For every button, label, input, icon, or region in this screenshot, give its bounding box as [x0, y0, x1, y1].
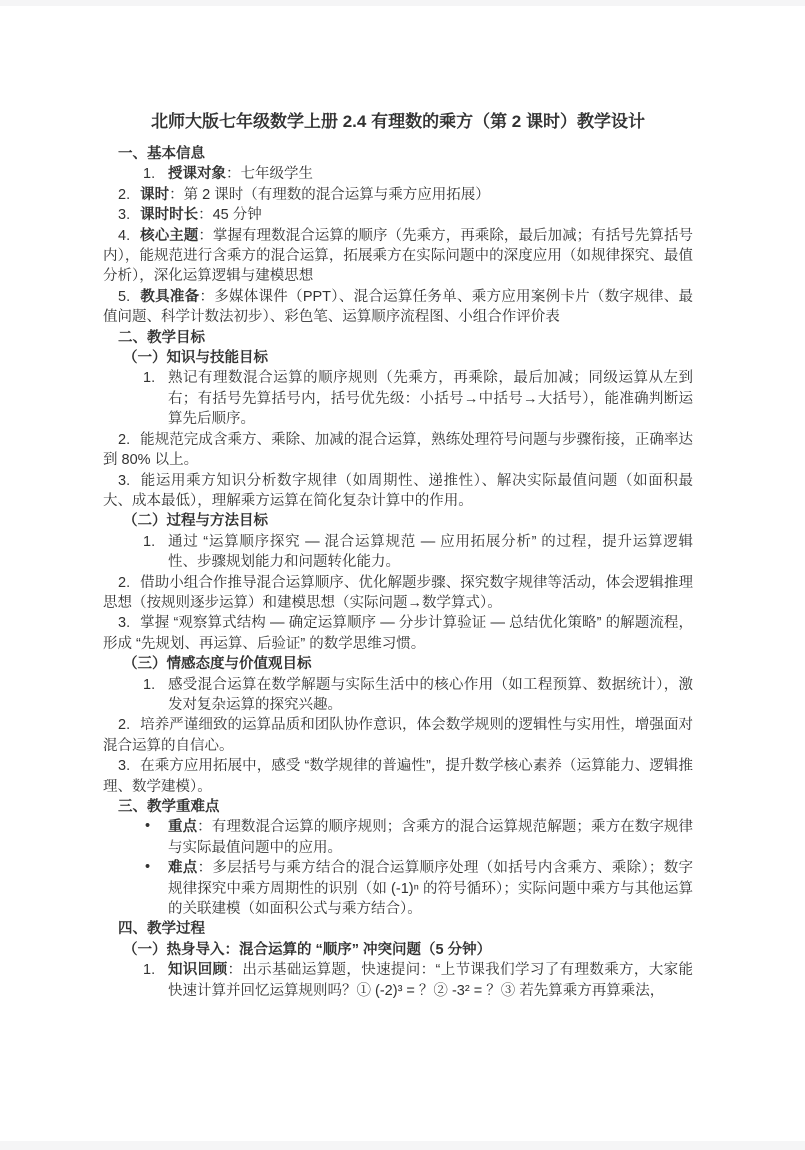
block-text: ：七年级学生 — [226, 166, 313, 183]
paragraph-value-3 — [103, 756, 693, 797]
list-marker: 1. — [143, 370, 156, 387]
section-heading-teaching-goals: 二、教学目标 — [118, 329, 205, 346]
block-text: 培养严谨细致的运算品质和团队协作意识，体会数学规则的逻辑性与实用性，增强面对混合运算的自信心。 — [103, 717, 693, 754]
block-text: 感受混合运算在数学解题与实际生活中的核心作用（如工程预算、数据统计），激发对复杂运算的探究兴趣。 — [168, 676, 693, 713]
term-label: 课时 — [140, 186, 170, 203]
term-label: 教具准备 — [140, 288, 200, 305]
paragraph-value-2 — [103, 715, 693, 756]
list-item-goal-1 — [143, 368, 693, 429]
block-text: ：第 2 课时（有理数的混合运算与乘方应用拓展） — [169, 186, 490, 203]
list-marker: 2. — [118, 717, 131, 734]
bullet-icon: • — [145, 818, 151, 835]
bullet-icon: • — [145, 859, 151, 876]
block-text: ：掌握有理数混合运算的顺序（先乘方，再乘除，最后加减；有括号先算括号内），能规范进行含乘方的混合运算，拓展乘方在实际问题中的深度应用（如规律探究、最值分析），深化运算逻辑与建模思想 — [103, 227, 694, 285]
list-item-knowledge-review — [143, 960, 694, 1001]
block-text: ：有理数混合运算的顺序规则；含乘方的混合运算规范解题；乘方在数字规律与实际最值问题中的应用。 — [168, 819, 693, 856]
paragraph-teaching-aids — [103, 287, 693, 328]
list-marker: 1. — [143, 533, 156, 550]
subsection-heading-knowledge-skills: （一）知识与技能目标 — [123, 350, 268, 367]
term-label: 重点 — [168, 819, 198, 836]
list-marker: 3. — [118, 207, 131, 224]
list-marker: 5. — [118, 288, 131, 305]
block-text: 熟记有理数混合运算的顺序规则（先乘方，再乘除，最后加减；同级运算从左到右；有括号先算括号内，括号优先级：小括号→中括号→大括号），能准确判断运算先后顺序。 — [168, 370, 693, 428]
paragraph-goal-2 — [103, 430, 693, 471]
list-marker: 3. — [118, 615, 131, 632]
paragraph-method-3 — [103, 613, 693, 654]
block-text: 能规范完成含乘方、乘除、加减的混合运算，熟练处理符号问题与步骤衔接，正确率达到 80% 以上。 — [103, 431, 693, 469]
term-label: 知识回顾 — [168, 962, 228, 979]
paragraph-lesson-duration — [103, 205, 693, 225]
doc-title: 北师大版七年级数学上册 2.4 有理数的乘方（第 2 课时）教学设计 — [151, 112, 645, 131]
block-text: 能运用乘方知识分析数字规律（如周期性、递推性）、解决实际最值问题（如面积最大、成本最低），理解乘方运算在简化复杂计算中的作用。 — [103, 472, 693, 509]
subsection-heading-affective-values: （三）情感态度与价值观目标 — [123, 656, 312, 673]
list-marker: 1. — [143, 676, 156, 693]
term-label: 课时时长 — [140, 207, 199, 224]
list-marker: 2. — [118, 431, 131, 448]
subsection-heading-warmup-intro: （一）热身导入：混合运算的 “顺序” 冲突问题（5 分钟） — [123, 941, 492, 958]
list-marker: 3. — [118, 758, 131, 775]
block-text: 借助小组合作推导混合运算顺序、优化解题步骤、探究数字规律等活动，体会逻辑推理思想（按规则逐步运算）和建模思想（实际问题→数学算式）。 — [103, 574, 693, 611]
document-page — [0, 6, 805, 1141]
term-label: 核心主题 — [140, 227, 199, 244]
list-marker: 3. — [118, 472, 131, 489]
list-marker: 2. — [118, 574, 131, 591]
term-label: 难点 — [168, 860, 198, 877]
paragraph-goal-3 — [103, 471, 693, 512]
section-heading-basic-info: 一、基本信息 — [118, 146, 205, 162]
section-heading-teaching-process: 四、教学过程 — [118, 921, 205, 938]
block-text: ：多层括号与乘方结合的混合运算顺序处理（如括号内含乘方、乘除）；数字规律探究中乘方周期性的识别（如 (-1)ⁿ 的符号循环）；实际问题中乘方与其他运算的关联建模（如面积公式与乘方结合）。 — [168, 860, 694, 918]
list-marker: 1. — [143, 166, 156, 183]
block-text: ：多媒体课件（PPT）、混合运算任务单、乘方应用案例卡片（数字规律、最值问题、科学计数法初步）、彩色笔、运算顺序流程图、小组合作评价表 — [103, 288, 694, 326]
bullet-item-key-point — [145, 817, 693, 858]
paragraph-lesson-number — [103, 185, 693, 205]
block-text: 通过 “运算顺序探究 — 混合运算规范 — 应用拓展分析” 的过程，提升运算逻辑性、步骤规划能力和问题转化能力。 — [168, 533, 693, 571]
list-marker: 1. — [143, 962, 156, 979]
term-label: 授课对象 — [168, 166, 226, 183]
list-item-value-1 — [143, 675, 693, 716]
paragraph-method-2 — [103, 573, 693, 614]
block-text: ：45 分钟 — [198, 207, 262, 224]
block-text: 在乘方应用拓展中，感受 “数学规律的普遍性”，提升数学核心素养（运算能力、逻辑推理、数学建模）。 — [103, 758, 693, 795]
section-heading-key-difficult-points: 三、教学重难点 — [118, 799, 220, 815]
block-text: 掌握 “观察算式结构 — 确定运算顺序 — 分步计算验证 — 总结优化策略” 的解题流程，形成 “先规划、再运算、后验证” 的数学思维习惯。 — [103, 615, 693, 652]
list-item-method-1 — [143, 532, 693, 573]
bullet-item-difficult-point — [145, 858, 694, 919]
list-marker: 4. — [118, 227, 131, 244]
subsection-heading-process-methods: （二）过程与方法目标 — [123, 513, 268, 530]
list-marker: 2. — [118, 186, 131, 203]
bottom-margin-strip — [0, 1141, 805, 1150]
block-text: ：出示基础运算题，快速提问：“上节课我们学习了有理数乘方，大家能快速计算并回忆运算规则吗？① (-2)³ = ？② -3² = ？③ 若先算乘方再算乘法， — [168, 962, 694, 999]
paragraph-core-topic — [103, 226, 693, 287]
list-item-teaching-target — [143, 164, 693, 184]
